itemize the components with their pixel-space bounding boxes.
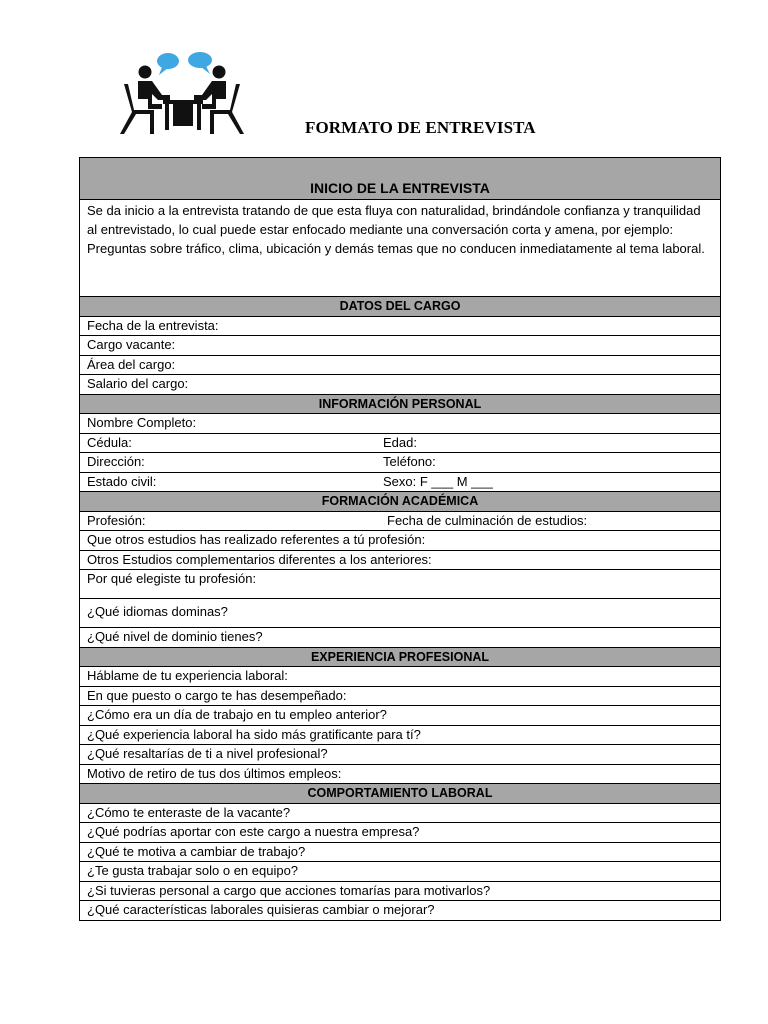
intro-paragraph: Se da inicio a la entrevista tratando de que esta fluya con naturalidad, brindándole confianza y tranquilidad al entrevistado, lo cual puede estar enfocado mediante una conversación corta y amena, por ejemplo: Preguntas sobre tráfico, clima, ubicación y demás temas que no conducen inmediatamente al tema laboral. [80, 199, 720, 296]
field-experiencia-gratificante[interactable]: ¿Qué experiencia laboral ha sido más gratificante para tí? [80, 725, 720, 745]
field-estado-civil[interactable]: Estado civil: [87, 473, 157, 489]
field-profesion[interactable]: Profesión: [87, 512, 146, 528]
field-area-cargo[interactable]: Área del cargo: [80, 355, 720, 375]
field-row-direccion-telefono [80, 452, 720, 472]
field-solo-equipo[interactable]: ¿Te gusta trabajar solo o en equipo? [80, 861, 720, 881]
field-caracteristicas[interactable]: ¿Qué características laborales quisieras cambiar o mejorar? [80, 900, 720, 920]
field-personal-cargo[interactable]: ¿Si tuvieras personal a cargo que acciones tomarías para motivarlos? [80, 881, 720, 901]
field-resaltarias[interactable]: ¿Qué resaltarías de ti a nivel profesional? [80, 744, 720, 764]
section-header-experiencia: EXPERIENCIA PROFESIONAL [80, 647, 720, 667]
field-nivel-dominio[interactable]: ¿Qué nivel de dominio tienes? [80, 627, 720, 647]
section-header-comportamiento: COMPORTAMIENTO LABORAL [80, 783, 720, 803]
field-nombre-completo[interactable]: Nombre Completo: [80, 413, 720, 433]
section-header-datos-cargo: DATOS DEL CARGO [80, 296, 720, 316]
field-dia-trabajo[interactable]: ¿Cómo era un día de trabajo en tu empleo anterior? [80, 705, 720, 725]
field-row-profesion [80, 511, 720, 531]
field-enteraste-vacante[interactable]: ¿Cómo te enteraste de la vacante? [80, 803, 720, 823]
field-motiva-cambiar[interactable]: ¿Qué te motiva a cambiar de trabajo? [80, 842, 720, 862]
field-idiomas[interactable]: ¿Qué idiomas dominas? [80, 598, 720, 627]
interview-form [79, 157, 721, 921]
field-sexo[interactable]: Sexo: F ___ M ___ [383, 473, 493, 489]
field-por-que-profesion[interactable]: Por qué elegiste tu profesión: [80, 569, 720, 598]
section-header-inicio: INICIO DE LA ENTREVISTA [80, 158, 720, 199]
field-row-estado-sexo [80, 472, 720, 492]
field-cedula[interactable]: Cédula: [87, 434, 132, 450]
field-row-cedula-edad [80, 433, 720, 453]
field-telefono[interactable]: Teléfono: [383, 454, 436, 469]
field-otros-estudios[interactable]: Que otros estudios has realizado referentes a tú profesión: [80, 530, 720, 550]
field-fecha-culminacion[interactable]: Fecha de culminación de estudios: [387, 512, 588, 528]
document-title: FORMATO DE ENTREVISTA [305, 118, 536, 137]
field-motivo-retiro[interactable]: Motivo de retiro de tus dos últimos empleos: [80, 764, 720, 784]
field-direccion[interactable]: Dirección: [87, 454, 145, 469]
field-edad[interactable]: Edad: [383, 434, 417, 450]
field-cargo-vacante[interactable]: Cargo vacante: [80, 335, 720, 355]
section-header-formacion: FORMACIÓN ACADÉMICA [80, 491, 720, 511]
interview-logo-icon [118, 48, 246, 134]
field-puesto-cargo[interactable]: En que puesto o cargo te has desempeñado: [80, 686, 720, 706]
field-experiencia-laboral[interactable]: Háblame de tu experiencia laboral: [80, 666, 720, 686]
section-header-info-personal: INFORMACIÓN PERSONAL [80, 394, 720, 414]
field-estudios-complementarios[interactable]: Otros Estudios complementarios diferentes a los anteriores: [80, 550, 720, 570]
field-salario-cargo[interactable]: Salario del cargo: [80, 374, 720, 394]
field-aportar[interactable]: ¿Qué podrías aportar con este cargo a nuestra empresa? [80, 822, 720, 842]
field-fecha-entrevista[interactable]: Fecha de la entrevista: [80, 316, 720, 336]
